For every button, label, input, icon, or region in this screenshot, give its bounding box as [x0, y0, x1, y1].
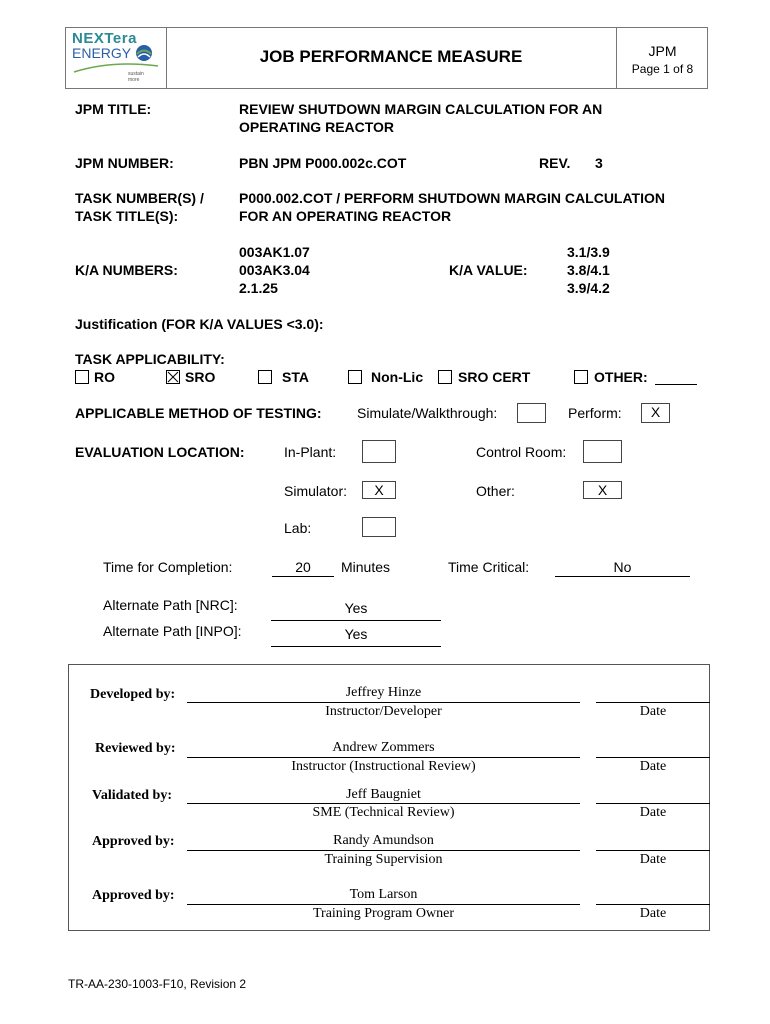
logo-brand-bottom: ENERGY	[72, 45, 132, 61]
simulator-box[interactable]: X	[362, 481, 396, 499]
other-location-box[interactable]: X	[583, 481, 622, 499]
page-title: JOB PERFORMANCE MEASURE	[259, 47, 523, 66]
logo-swoosh-icon	[72, 62, 160, 74]
simulate-box[interactable]	[517, 403, 546, 423]
logo-tagline: sustain	[128, 71, 144, 77]
completion-line	[272, 576, 334, 577]
date-line[interactable]	[596, 757, 710, 758]
signature-label: Validated by:	[92, 788, 173, 803]
control-room-label: Control Room:	[476, 444, 567, 460]
signer-name: Jeffrey Hinze	[345, 685, 422, 700]
perform-label: Perform:	[568, 405, 622, 421]
completion-unit: Minutes	[341, 559, 391, 575]
checkbox-sta[interactable]	[258, 370, 272, 384]
rev-value: 3	[595, 155, 603, 171]
signer-role: Training Program Owner	[312, 906, 455, 921]
date-line[interactable]	[596, 803, 710, 804]
simulate-label: Simulate/Walkthrough:	[357, 405, 498, 421]
checkbox-ro[interactable]	[75, 370, 89, 384]
task-label: TASK NUMBER(S) /	[75, 190, 204, 206]
ka-value: 3.8/4.1	[567, 262, 610, 278]
footer-form-id: TR-AA-230-1003-F10, Revision 2	[68, 977, 247, 991]
task-label: TASK TITLE(S):	[75, 208, 179, 224]
signature-label: Approved by:	[92, 834, 175, 849]
ka-number: 2.1.25	[239, 280, 278, 296]
other-location-label: Other:	[476, 483, 515, 499]
in-plant-box[interactable]	[362, 440, 396, 463]
location-label: EVALUATION LOCATION:	[75, 444, 245, 460]
ka-number: 003AK1.07	[239, 244, 310, 260]
date-label: Date	[639, 906, 667, 921]
control-room-box[interactable]	[583, 440, 622, 463]
time-critical-label: Time Critical:	[448, 559, 530, 575]
checkmark-x-icon	[167, 371, 179, 383]
option-sta-label: STA	[282, 369, 309, 385]
applicability-label: TASK APPLICABILITY:	[75, 351, 225, 367]
sun-icon	[134, 43, 154, 63]
option-sro-cert-label: SRO CERT	[458, 369, 531, 385]
alt-path-inpo-line	[271, 646, 441, 647]
checkbox-non-lic[interactable]	[348, 370, 362, 384]
jpm-title-value: OPERATING REACTOR	[239, 119, 395, 135]
rev-label: REV.	[539, 155, 571, 171]
checkbox-other[interactable]	[574, 370, 588, 384]
justification-label: Justification (FOR K/A VALUES <3.0):	[75, 316, 324, 332]
alt-path-inpo-value: Yes	[344, 626, 368, 642]
alt-path-nrc-label: Alternate Path [NRC]:	[103, 597, 238, 613]
date-label: Date	[639, 852, 667, 867]
alt-path-inpo-label: Alternate Path [INPO]:	[103, 623, 242, 639]
testing-label: APPLICABLE METHOD OF TESTING:	[75, 405, 322, 421]
signature-line[interactable]	[187, 702, 580, 703]
ka-value-label: K/A VALUE:	[449, 262, 528, 278]
jpm-number-label: JPM NUMBER:	[75, 155, 174, 171]
option-ro-label: RO	[94, 369, 115, 385]
other-input-line[interactable]	[655, 384, 697, 385]
checkbox-sro-cert[interactable]	[438, 370, 452, 384]
in-plant-label: In-Plant:	[284, 444, 337, 460]
logo-tagline: more	[128, 77, 140, 83]
signer-name: Randy Amundson	[333, 833, 434, 848]
signer-role: Instructor (Instructional Review)	[291, 759, 476, 774]
signature-label: Developed by:	[90, 687, 176, 702]
alt-path-nrc-value: Yes	[344, 600, 368, 616]
jpm-number-value: PBN JPM P000.002c.COT	[239, 155, 407, 171]
time-critical-value: No	[613, 559, 632, 575]
signer-role: SME (Technical Review)	[312, 805, 455, 820]
logo-brand-top: NEXTera	[72, 30, 137, 47]
alt-path-nrc-line	[271, 620, 441, 621]
signer-role: Training Supervision	[324, 852, 443, 867]
signature-line[interactable]	[187, 757, 580, 758]
ka-value: 3.9/4.2	[567, 280, 610, 296]
lab-label: Lab:	[284, 520, 312, 536]
checkbox-sro[interactable]	[166, 370, 180, 384]
nextera-logo	[70, 31, 162, 85]
jpm-title-value: REVIEW SHUTDOWN MARGIN CALCULATION FOR AN	[239, 101, 603, 117]
date-line[interactable]	[596, 904, 710, 905]
jpm-title-label: JPM TITLE:	[75, 101, 152, 117]
signature-label: Reviewed by:	[95, 741, 176, 756]
task-value: P000.002.COT / PERFORM SHUTDOWN MARGIN CALCULATION	[239, 190, 665, 206]
page-number: Page 1 of 8	[631, 62, 694, 76]
signer-name: Andrew Zommers	[332, 740, 435, 755]
option-non-lic-label: Non-Lic	[371, 369, 424, 385]
task-value: FOR AN OPERATING REACTOR	[239, 208, 452, 224]
completion-label: Time for Completion:	[103, 559, 233, 575]
signature-line[interactable]	[187, 904, 580, 905]
signature-line[interactable]	[187, 803, 580, 804]
date-line[interactable]	[596, 702, 710, 703]
signature-label: Approved by:	[92, 888, 175, 903]
option-other-label: OTHER:	[594, 369, 648, 385]
time-critical-line	[555, 576, 690, 577]
date-label: Date	[639, 704, 667, 719]
ka-numbers-label: K/A NUMBERS:	[75, 262, 178, 278]
ka-number: 003AK3.04	[239, 262, 310, 278]
signer-name: Jeff Baugniet	[346, 787, 421, 802]
completion-value: 20	[295, 559, 311, 575]
doc-type: JPM	[648, 43, 677, 59]
date-label: Date	[639, 805, 667, 820]
signer-name: Tom Larson	[349, 887, 418, 902]
simulator-label: Simulator:	[284, 483, 348, 499]
ka-value: 3.1/3.9	[567, 244, 610, 260]
date-label: Date	[639, 759, 667, 774]
signer-role: Instructor/Developer	[325, 704, 442, 719]
lab-box[interactable]	[362, 517, 396, 537]
perform-box[interactable]: X	[641, 403, 670, 423]
option-sro-label: SRO	[185, 369, 216, 385]
signature-line[interactable]	[187, 850, 580, 851]
date-line[interactable]	[596, 850, 710, 851]
